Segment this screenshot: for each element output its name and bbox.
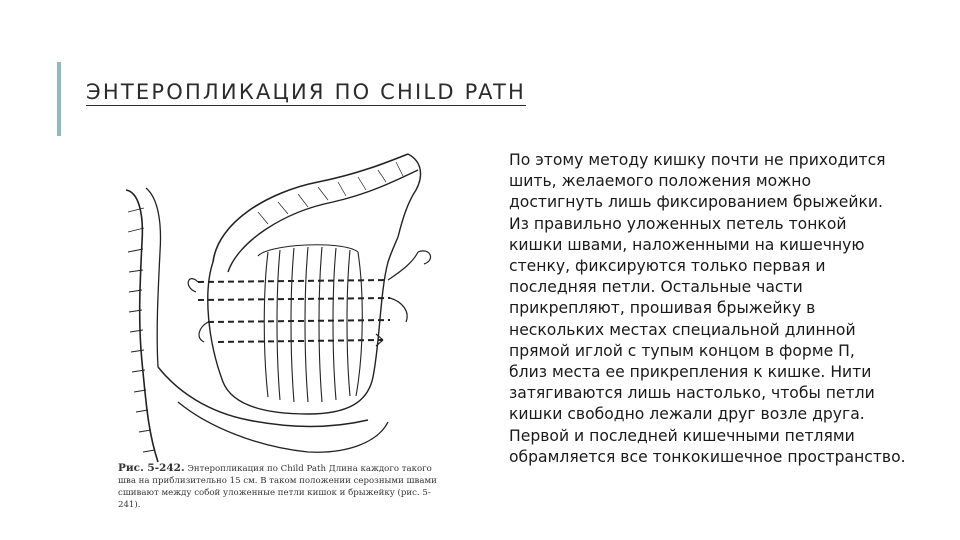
slide-title: ЭНТЕРОПЛИКАЦИЯ ПО CHILD PATH bbox=[86, 80, 527, 104]
figure-caption-text: Энтеропликация по Child Path Длина каждого такого шва на приблизительно 15 см. В таком положении серозными швами сшивают между собой уложенные петли кишок и брыжейку (рис. 5-241). bbox=[118, 464, 437, 510]
figure-caption bbox=[118, 462, 440, 511]
slide-body-text: По этому методу кишку почти не приходится шить, желаемого положения можно достигнуть лишь фиксированием брыжейки. Из правильно уложенных петель тонкой кишки швами, наложенными на кишечную стенку, фиксируются только первая и последняя петли. Остальные части прикрепляют, прошивая брыжейку в нескольких местах специальной длинной прямой иглой с тупым концом в форме П, близ места ее прикрепления к кишке. Нити затягиваются лишь настолько, чтобы петли кишки свободно лежали друг возле друга. Первой и последней кишечными петлями обрамляется все тонкокишечное пространство. bbox=[509, 151, 906, 466]
figure-caption-label: Рис. 5-242. bbox=[118, 462, 185, 474]
title-accent-bar bbox=[57, 62, 61, 136]
surgical-illustration bbox=[118, 152, 440, 470]
